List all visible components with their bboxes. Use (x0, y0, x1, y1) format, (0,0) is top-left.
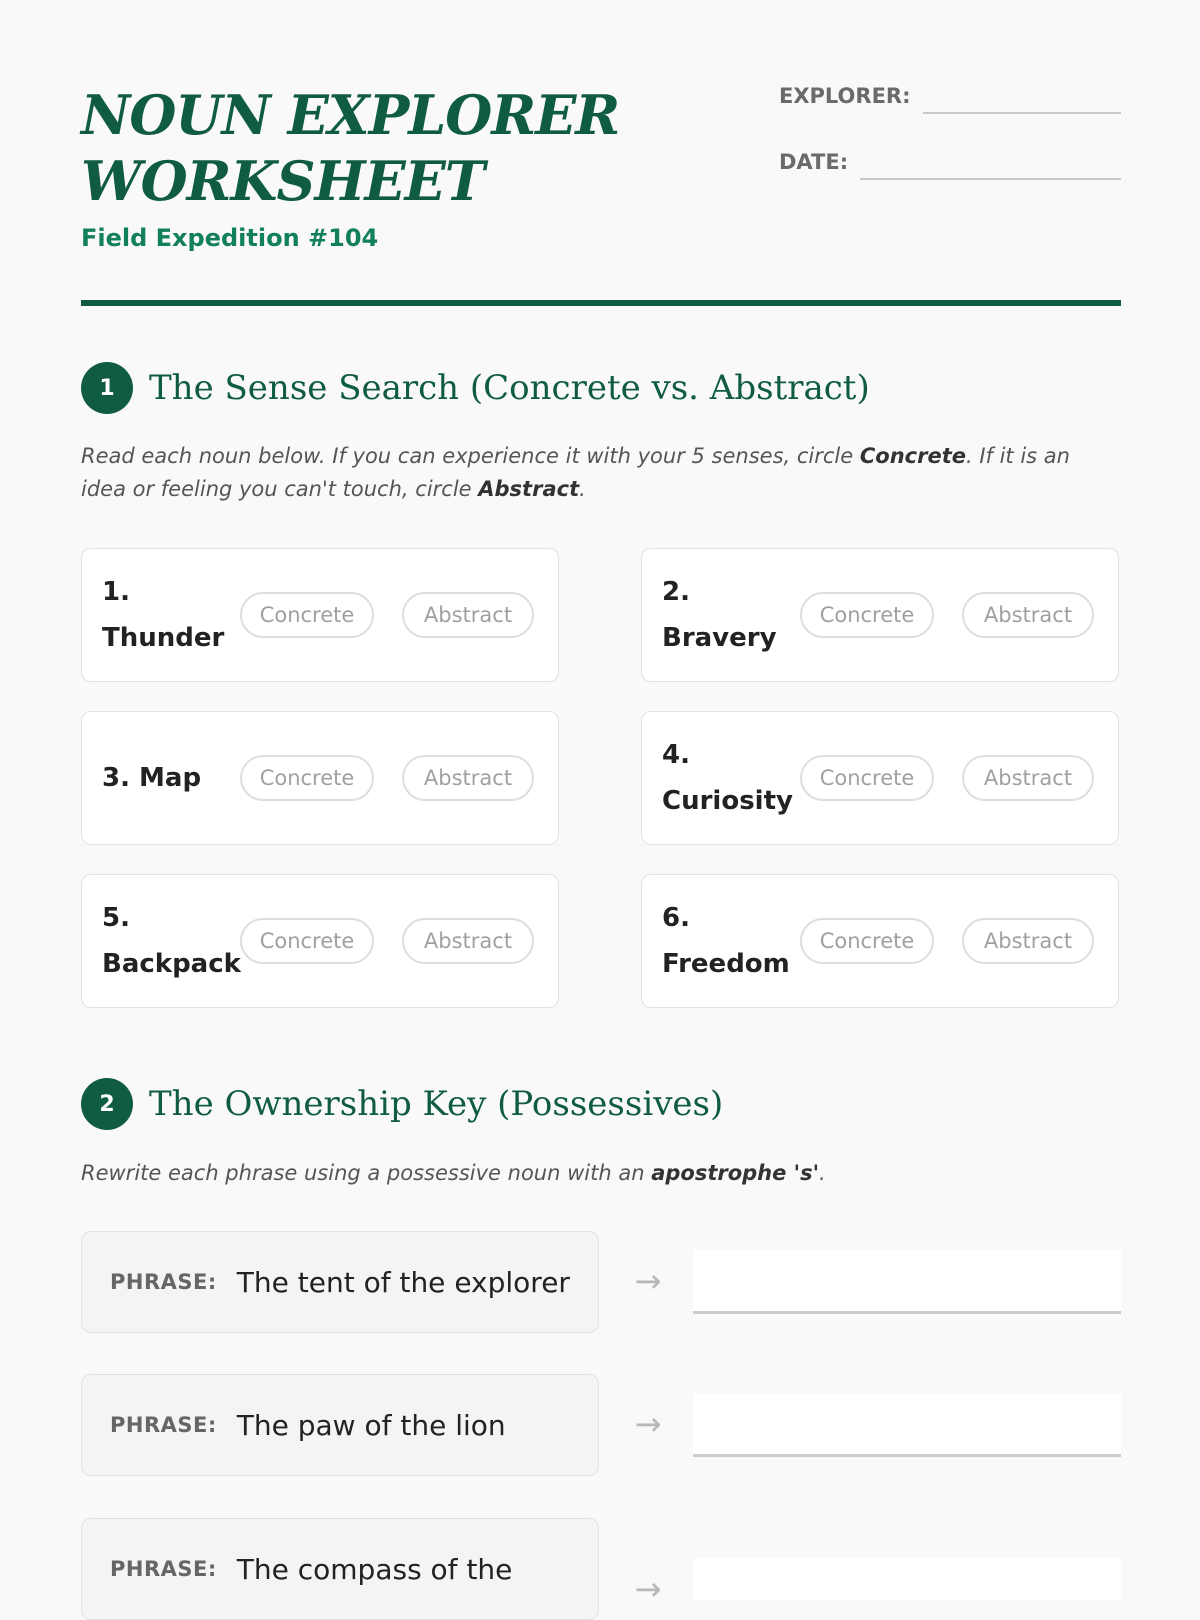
section-2-header (81, 1078, 723, 1130)
abstract-choice[interactable]: Abstract (402, 755, 534, 801)
explorer-label: EXPLORER: (779, 84, 911, 108)
abstract-choice[interactable]: Abstract (962, 755, 1094, 801)
date-row (779, 150, 1121, 174)
noun-word: 4. Curiosity (662, 740, 793, 816)
phrase-label: PHRASE: (110, 1270, 217, 1294)
noun-card (641, 548, 1119, 682)
noun-word: 3. Map (102, 763, 202, 793)
phrase-card (81, 1231, 599, 1333)
explorer-row (779, 84, 1121, 108)
title-line-1: NOUN EXPLORER (81, 83, 620, 147)
arrow-right-icon: → (634, 1570, 662, 1608)
phrase-card (81, 1374, 599, 1476)
section-number-badge: 1 (81, 362, 133, 414)
arrow-right-icon: → (634, 1262, 662, 1300)
section-2-instructions: Rewrite each phrase using a possessive noun with an apostrophe 's'. (81, 1161, 826, 1185)
noun-word: 5. Backpack (102, 903, 241, 979)
phrase-text: The tent of the explorer (236, 1265, 570, 1299)
expedition-subtitle: Field Expedition #104 (81, 224, 379, 252)
noun-card (81, 874, 559, 1008)
arrow-right-icon: → (634, 1405, 662, 1443)
page-title (81, 82, 681, 214)
concrete-choice[interactable]: Concrete (240, 918, 374, 964)
phrase-label: PHRASE: (110, 1413, 217, 1437)
noun-card (641, 711, 1119, 845)
title-line-2: WORKSHEET (81, 149, 485, 213)
noun-word: 2. Bravery (662, 577, 777, 653)
noun-card (81, 711, 559, 845)
concrete-choice[interactable]: Concrete (800, 592, 934, 638)
abstract-choice[interactable]: Abstract (962, 592, 1094, 638)
noun-card (81, 548, 559, 682)
date-label: DATE: (779, 150, 849, 174)
section-title: The Sense Search (Concrete vs. Abstract) (149, 368, 870, 408)
date-line[interactable] (860, 158, 1121, 180)
abstract-choice[interactable]: Abstract (402, 592, 534, 638)
phrase-text: The compass of the (236, 1552, 513, 1586)
explorer-name-line[interactable] (923, 92, 1122, 114)
section-number-badge: 2 (81, 1078, 133, 1130)
abstract-choice[interactable]: Abstract (402, 918, 534, 964)
answer-field[interactable] (693, 1558, 1121, 1600)
section-1-instructions: Read each noun below. If you can experience it with your 5 senses, circle Concrete. If it is an idea or feeling you can't touch, circle Abstract. (81, 444, 1070, 501)
section-1-header (81, 362, 870, 414)
concrete-choice[interactable]: Concrete (240, 755, 374, 801)
concrete-choice[interactable]: Concrete (240, 592, 374, 638)
phrase-text: The paw of the lion (236, 1408, 506, 1442)
noun-word: 1. Thunder (102, 577, 225, 653)
concrete-choice[interactable]: Concrete (800, 918, 934, 964)
abstract-choice[interactable]: Abstract (962, 918, 1094, 964)
noun-word: 6. Freedom (662, 903, 790, 979)
answer-field[interactable] (693, 1393, 1121, 1457)
concrete-choice[interactable]: Concrete (800, 755, 934, 801)
phrase-label: PHRASE: (110, 1557, 217, 1581)
answer-field[interactable] (693, 1250, 1121, 1314)
noun-card (641, 874, 1119, 1008)
phrase-card (81, 1518, 599, 1620)
header-divider (81, 300, 1121, 306)
section-title: The Ownership Key (Possessives) (149, 1084, 724, 1124)
